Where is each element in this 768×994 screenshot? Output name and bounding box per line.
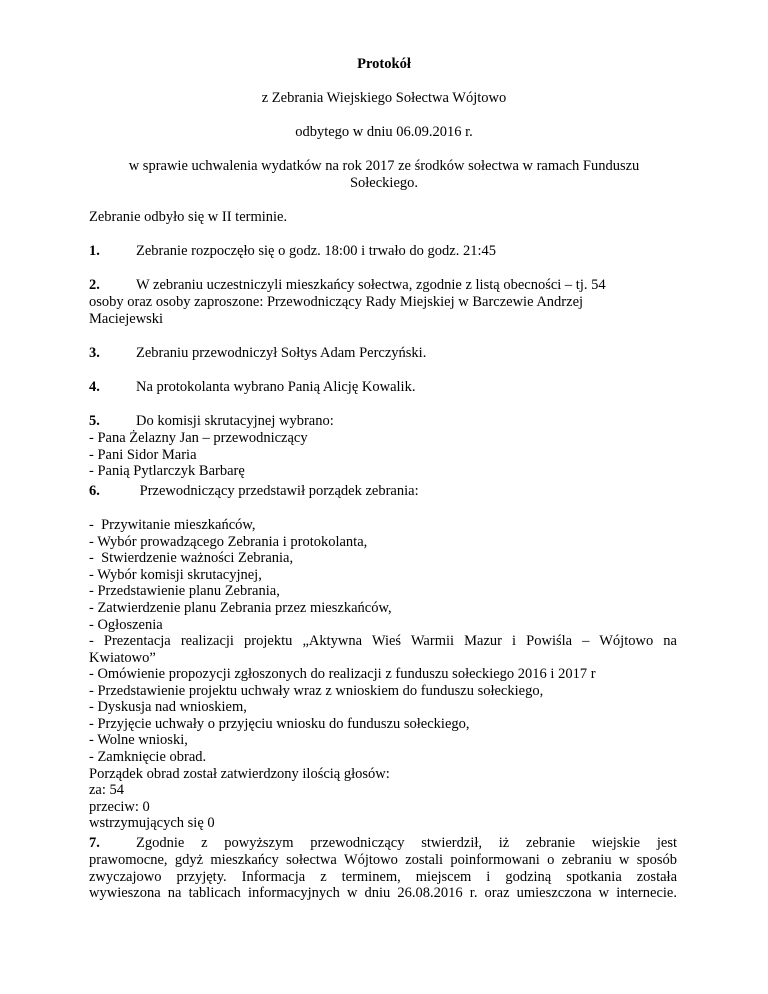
item-7-line-4: wywieszona na tablicach informacyjnych w dniu 26.08.2016 r. oraz umieszczona w internecie. bbox=[89, 885, 677, 902]
agenda-item: - Przedstawienie planu Zebrania, bbox=[89, 583, 280, 600]
item-7-line-3: zwyczajowo przyjęty. Informacja z terminem, miejscem i godziną spotkania została bbox=[89, 868, 677, 885]
item-2-line-2: osoby oraz osoby zaproszone: Przewodniczący Rady Miejskiej w Barczewie Andrzej bbox=[89, 294, 584, 310]
item-2-line-1: W zebraniu uczestniczyli mieszkańcy sołectwa, zgodnie z listą obecności – tj. 54 bbox=[136, 277, 606, 293]
agenda-item: - Wolne wnioski, bbox=[89, 732, 188, 749]
item-7-line-1: Zgodnie z powyższym przewodniczący stwierdził, iż zebranie wiejskie jest bbox=[136, 835, 677, 851]
item-2-line-3: Maciejewski bbox=[89, 311, 164, 327]
item-4-text: Na protokolanta wybrano Panią Alicję Kowalik. bbox=[136, 379, 416, 395]
agenda-project-line-2: Kwiatowo” bbox=[89, 649, 156, 666]
vote-against: przeciw: 0 bbox=[89, 798, 150, 815]
item-6-text: Przewodniczący przedstawił porządek zebrania: bbox=[136, 483, 419, 499]
agenda-item: - Wybór komisji skrutacyjnej, bbox=[89, 566, 262, 583]
item-2-number: 2. bbox=[89, 277, 100, 293]
item-5-number: 5. bbox=[89, 413, 100, 429]
agenda-item: - Zatwierdzenie planu Zebrania przez mieszkańców, bbox=[89, 599, 392, 616]
item-5-text: Do komisji skrutacyjnej wybrano: bbox=[136, 413, 334, 429]
agenda-item: - Stwierdzenie ważności Zebrania, bbox=[89, 550, 294, 567]
item-3-text: Zebraniu przewodniczył Sołtys Adam Perczyński. bbox=[136, 345, 427, 361]
committee-members bbox=[89, 430, 308, 480]
committee-member: - Pani Sidor Maria bbox=[89, 446, 197, 463]
intro-text: Zebranie odbyło się w II terminie. bbox=[89, 209, 288, 225]
item-6-number: 6. bbox=[89, 483, 100, 499]
item-7-number: 7. bbox=[89, 835, 100, 851]
agenda-item: - Ogłoszenia bbox=[89, 616, 163, 633]
agenda-item: - Omówienie propozycji zgłoszonych do realizacji z funduszu sołeckiego 2016 i 2017 r bbox=[89, 666, 596, 682]
agenda-item: - Wybór prowadzącego Zebrania i protokolanta, bbox=[89, 533, 368, 550]
item-1-number: 1. bbox=[89, 243, 100, 259]
document-title: Protokół bbox=[357, 56, 411, 72]
committee-member: - Panią Pytlarczyk Barbarę bbox=[89, 463, 245, 480]
meeting-date: odbytego w dniu 06.09.2016 r. bbox=[295, 124, 473, 140]
agenda-item: - Przywitanie mieszkańców, bbox=[89, 517, 256, 533]
item-7-paragraph bbox=[89, 852, 677, 902]
subject-line-1: w sprawie uchwalenia wydatków na rok 2017 ze środków sołectwa w ramach Funduszu bbox=[128, 158, 640, 174]
item-7-first-line bbox=[136, 835, 677, 852]
item-4-number: 4. bbox=[89, 379, 100, 395]
item-1-text: Zebranie rozpoczęło się o godz. 18:00 i trwało do godz. 21:45 bbox=[136, 243, 496, 259]
agenda-item: - Przedstawienie projektu uchwały wraz z wnioskiem do funduszu sołeckiego, bbox=[89, 682, 544, 699]
agenda-list-continued bbox=[89, 666, 596, 832]
agenda-list bbox=[89, 517, 392, 633]
vote-for: za: 54 bbox=[89, 782, 125, 799]
committee-member: - Pana Żelazny Jan – przewodniczący bbox=[89, 430, 308, 446]
agenda-project-line-1: - Prezentacja realizacji projektu „Aktywna Wieś Warmii Mazur i Powiśla – Wójtowo na bbox=[89, 633, 677, 649]
vote-intro: Porządek obrad został zatwierdzony ilością głosów: bbox=[89, 765, 390, 782]
item-7-line-2: prawomocne, gdyż mieszkańcy sołectwa Wójtowo zostali poinformowani o zebraniu w sposób bbox=[89, 852, 677, 868]
subject-line-2: Sołeckiego. bbox=[349, 175, 419, 191]
agenda-project bbox=[89, 633, 677, 666]
agenda-item: - Zamknięcie obrad. bbox=[89, 748, 207, 765]
agenda-item: - Przyjęcie uchwały o przyjęciu wniosku do funduszu sołeckiego, bbox=[89, 715, 470, 732]
document-subtitle: z Zebrania Wiejskiego Sołectwa Wójtowo bbox=[261, 90, 507, 106]
agenda-item: - Dyskusja nad wnioskiem, bbox=[89, 699, 247, 716]
vote-abstain: wstrzymujących się 0 bbox=[89, 815, 215, 832]
item-3-number: 3. bbox=[89, 345, 100, 361]
